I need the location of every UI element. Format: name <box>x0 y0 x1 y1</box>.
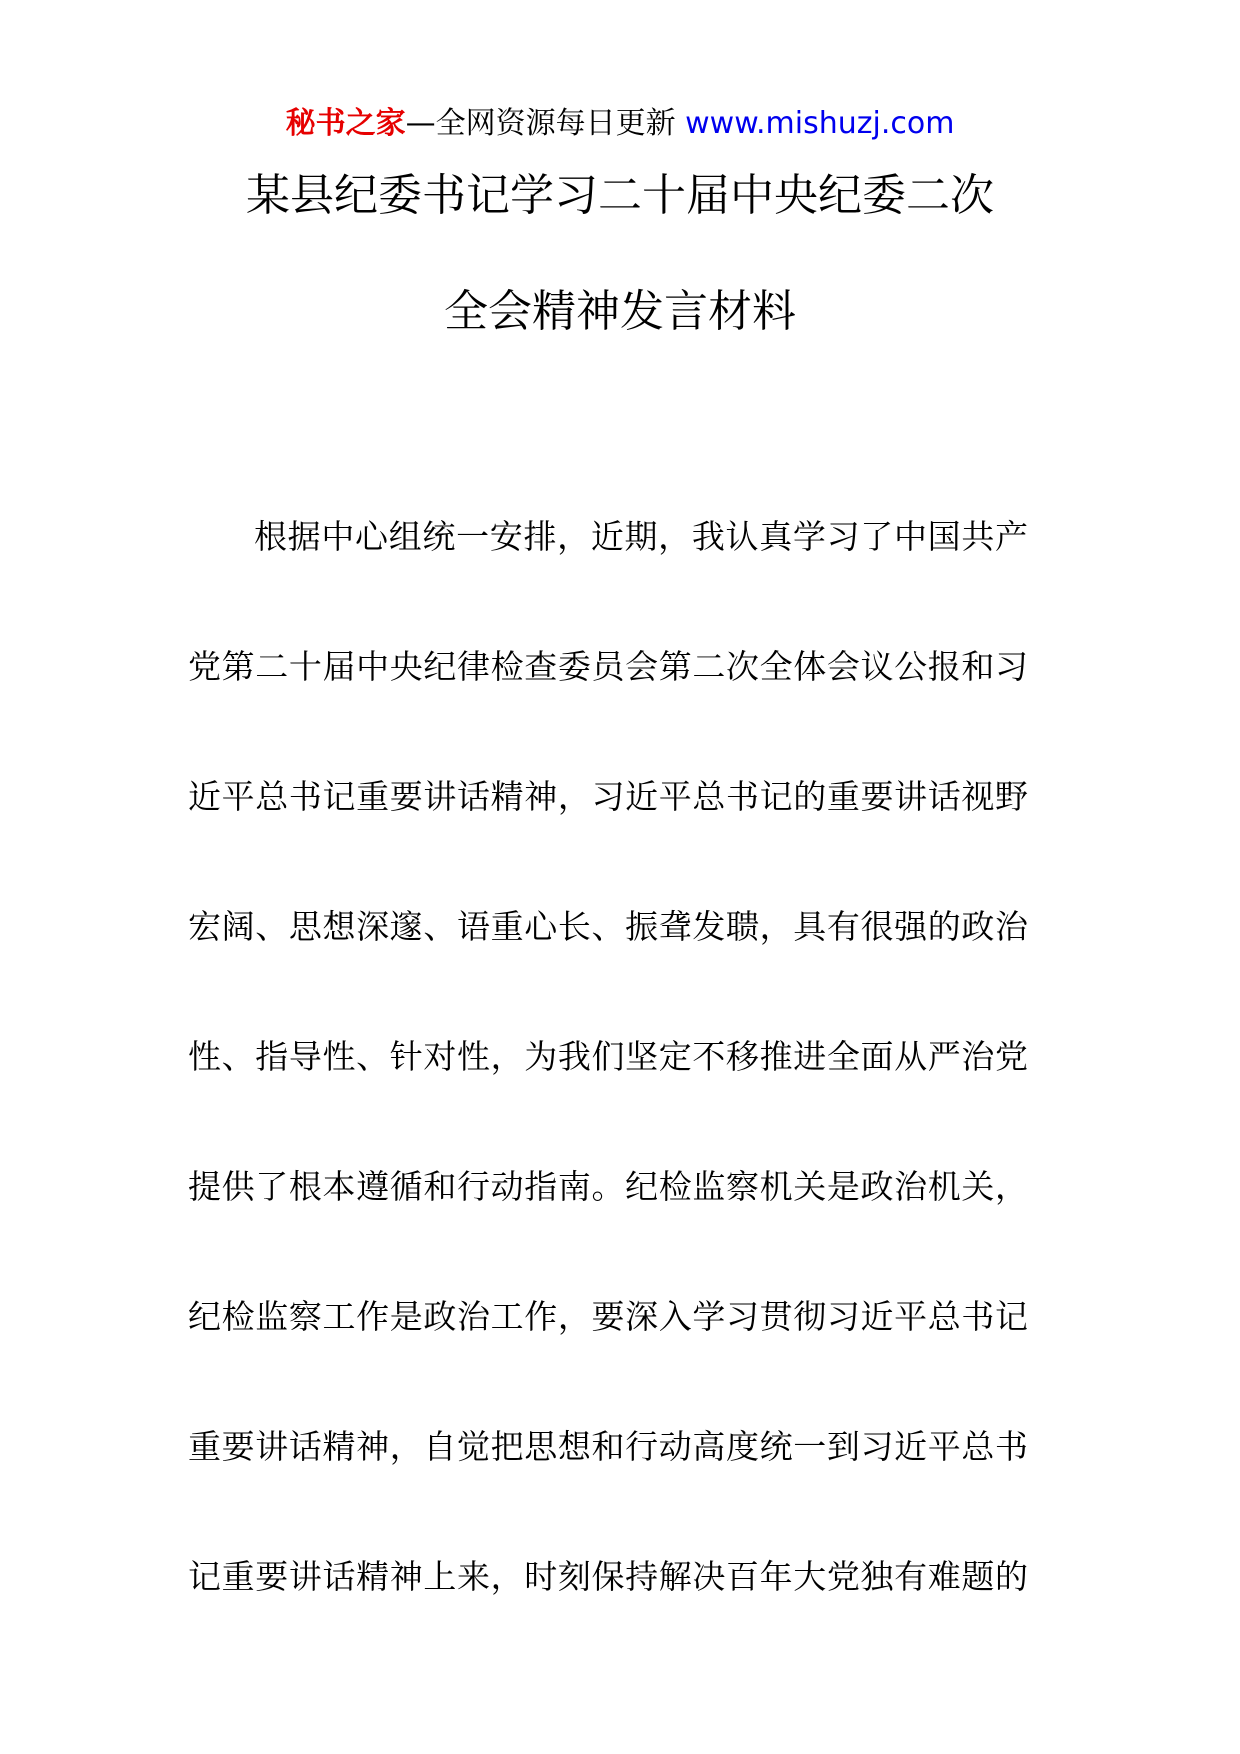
site-header <box>0 104 1240 144</box>
body-line: 重要讲话精神，自觉把思想和行动高度统一到习近平总书 <box>188 1427 1028 1466</box>
body-line: 纪检监察工作是政治工作，要深入学习贯彻习近平总书记 <box>188 1297 1028 1336</box>
body-line: 近平总书记重要讲话精神，习近平总书记的重要讲话视野 <box>188 777 1028 816</box>
document-body <box>188 472 1028 1642</box>
document-title-line-2: 全会精神发言材料 <box>444 286 796 337</box>
document-title-line-1: 某县纪委书记学习二十届中央纪委二次 <box>246 170 994 221</box>
body-line: 性、指导性、针对性，为我们坚定不移推进全面从严治党 <box>188 1037 1028 1076</box>
body-line: 宏阔、思想深邃、语重心长、振聋发聩，具有很强的政治 <box>188 907 1028 946</box>
body-line: 党第二十届中央纪律检查委员会第二次全体会议公报和习 <box>188 647 1028 686</box>
body-line: 提供了根本遵循和行动指南。纪检监察机关是政治机关， <box>188 1167 1028 1206</box>
brand-name: 秘书之家 <box>285 106 406 141</box>
body-line: 根据中心组统一安排，近期，我认真学习了中国共产 <box>254 517 1028 556</box>
site-url-link[interactable]: www.mishuzj.com <box>685 106 955 141</box>
header-tagline: —全网资源每日更新 <box>405 106 676 141</box>
body-line: 记重要讲话精神上来，时刻保持解决百年大党独有难题的 <box>188 1557 1028 1596</box>
